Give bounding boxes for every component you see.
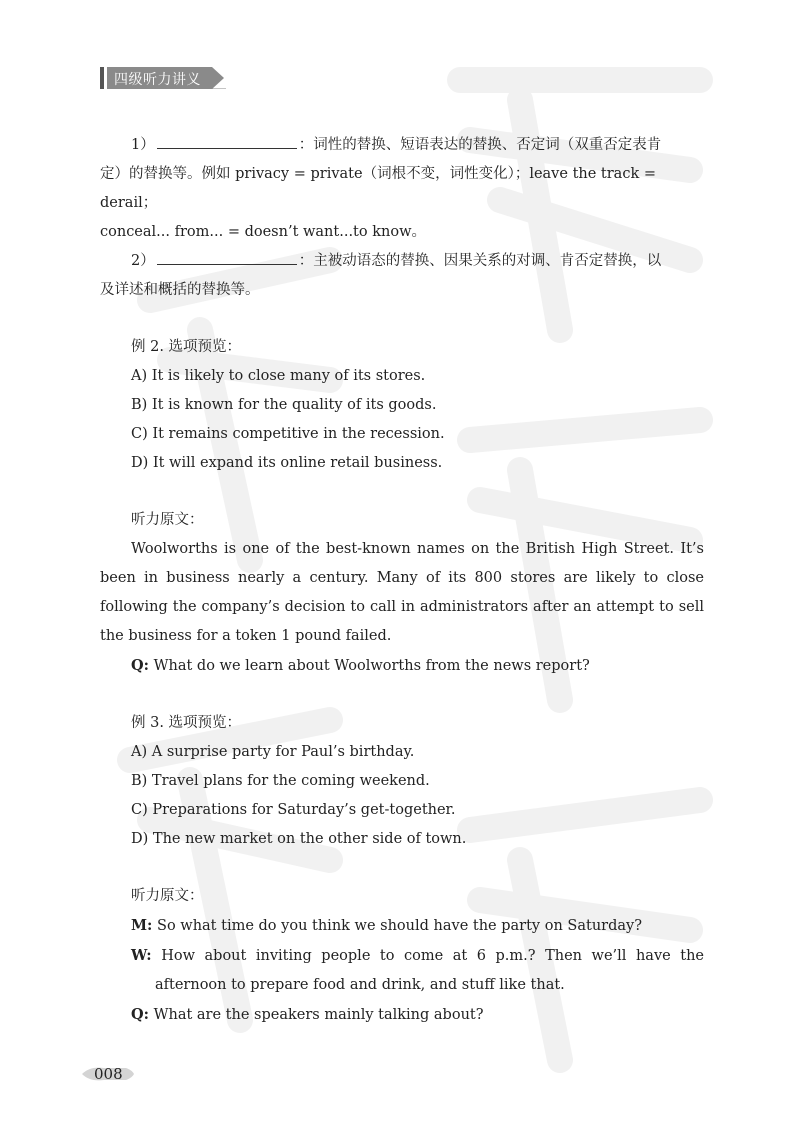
example-2-option-a: A) It is likely to close many of its stores. <box>131 368 426 384</box>
example-3-question <box>100 1000 704 1030</box>
example-2-option-b: B) It is known for the quality of its goods. <box>131 397 437 413</box>
item-1-number: 1） <box>131 137 155 153</box>
example-2-transcript-title: 听力原文： <box>131 512 204 528</box>
item-1 <box>100 131 704 160</box>
speaker-w-text: How about inviting people to come at 6 p.m.? Then we’ll have the afternoon to prepare food and drink, and stuff like that. <box>151 948 704 993</box>
question-label: Q: <box>131 657 149 674</box>
dialogue-m <box>100 911 704 941</box>
question-label: Q: <box>131 1006 149 1023</box>
question-text: What are the speakers mainly talking about? <box>148 1007 484 1023</box>
page-number <box>82 1064 134 1084</box>
item-2-line-b: 及详述和概括的替换等。 <box>100 282 260 298</box>
speaker-m-text: So what time do you think we should have the party on Saturday? <box>152 918 642 934</box>
example-3-title: 例 3. 选项预览： <box>131 715 242 731</box>
example-2-question <box>100 651 704 681</box>
item-2-text-a: ：主被动语态的替换、因果关系的对调、肯否定替换，以 <box>298 253 662 269</box>
blank-2 <box>157 250 297 265</box>
item-2 <box>100 247 704 276</box>
page-number-text: 008 <box>94 1065 123 1083</box>
question-text: What do we learn about Woolworths from the news report? <box>148 658 590 674</box>
page-content <box>100 131 704 1030</box>
header-title: 四级听力讲义 <box>114 72 201 88</box>
example-3-option-a: A) A surprise party for Paul’s birthday. <box>131 744 415 760</box>
example-3-option-c: C) Preparations for Saturday’s get-together. <box>131 802 456 818</box>
dialogue-w <box>100 941 704 1000</box>
item-1-text-a: ：词性的替换、短语表达的替换、否定词（双重否定表肯 <box>298 137 662 153</box>
blank-1 <box>157 134 297 149</box>
example-2-option-c: C) It remains competitive in the recession. <box>131 426 445 442</box>
item-2-number: 2） <box>131 253 155 269</box>
example-2-option-d: D) It will expand its online retail business. <box>131 455 443 471</box>
example-2-transcript: Woolworths is one of the best-known names on the British High Street. It’s been in business nearly a century. Many of its 800 stores are likely to close following the company’s decision to call in administrators after an attempt to sell the business for a token 1 pound failed. <box>100 541 704 644</box>
example-3-option-b: B) Travel plans for the coming weekend. <box>131 773 430 789</box>
item-1-line-b: 定）的替换等。例如 privacy = private（词根不变，词性变化）；leave the track = derail； <box>100 166 656 211</box>
example-2-title: 例 2. 选项预览： <box>131 339 242 355</box>
speaker-m-label: M: <box>131 917 153 934</box>
example-3-option-d: D) The new market on the other side of town. <box>131 831 467 847</box>
item-1-line-c: conceal... from... = doesn’t want...to know。 <box>100 224 426 240</box>
example-3-transcript-title: 听力原文： <box>131 888 204 904</box>
speaker-w-label: W: <box>131 947 152 964</box>
